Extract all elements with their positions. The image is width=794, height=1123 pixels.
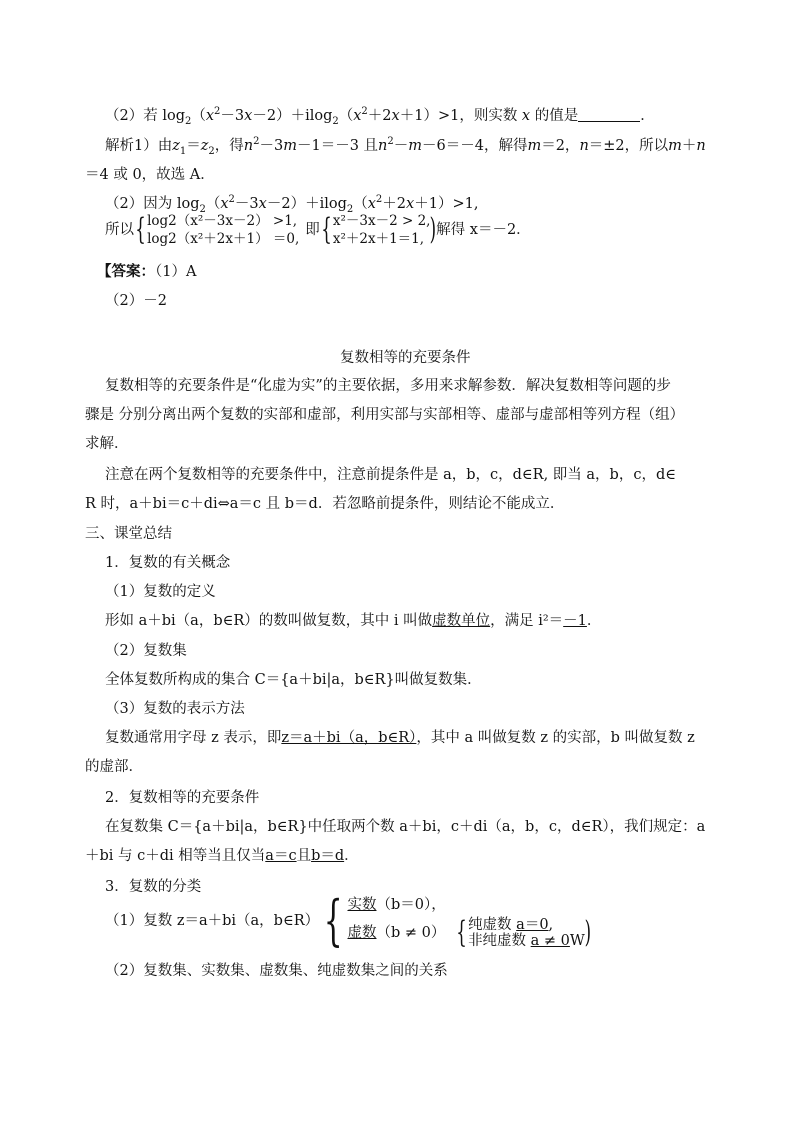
summary-heading: 三、课堂总结 [85,526,172,542]
s1-2-text: 全体复数所构成的集合 C＝{a＋bi|a，b∈R}叫做复数集． [105,672,482,688]
para1-line2: 骤是 分别分离出两个复数的实部和虚部，利用实部与实部相等、虚部与虚部相等列方程（组） [85,407,685,423]
right-brace-icon: ) [584,915,591,950]
problem-2-statement: （2）若 $\log_2(x^2-3x-2)+ilog_2(x^2+2x+1)>1$，则实数 x 的值是 ． [105,106,655,127]
s2-text-1: 在复数集 C＝{a＋bi|a，b∈R}中任取两个数 a＋bi，c＋di（a，b，c，d∈R），我们规定：a [105,819,706,835]
s1-2: （2）复数集 [105,643,187,659]
s3-title: 3．复数的分类 [105,879,202,895]
para1-line1: 复数相等的充要条件是“化虚为实”的主要依据，多用来求解参数．解决复数相等问题的步 [105,378,671,394]
solution-line-2: ＝4 或 0，故选 A． [85,167,215,183]
s2-text-2: ＋bi 与 c＋di 相等当且仅当a＝c且b＝d． [85,848,359,864]
s1-3: （3）复数的表示方法 [105,701,245,717]
classification: （1）复数 z＝a＋bi（a，b∈R）{ 实数（b＝0）， 虚数（b ≠ 0） { 纯虚数 a＝0, 非纯虚数 a ≠ 0W ) [105,889,591,952]
s2-title: 2．复数相等的充要条件 [105,790,260,806]
section-title: 复数相等的充要条件 [340,350,471,366]
s1-title: 1．复数的有关概念 [105,555,231,571]
right-brace-icon: ) [430,212,437,247]
s1-3-text: 复数通常用字母 z 表示，即z＝a＋bi（a，b∈R），其中 a 叫做复数 z 的实部，b 叫做复数 z [105,730,695,746]
answer-label: 【答案：（1）A [97,263,197,280]
left-brace-icon: { [456,915,467,950]
para2-line2: R 时，a＋bi＝c＋di⇔a＝c 且 b＝d．若忽略前提条件，则结论不能成立． [85,496,565,512]
left-brace-icon: { [135,212,146,247]
s1-3-text-2: 的虚部． [85,759,143,775]
solution-line-3: （2）因为 $\log_2(x^2-3x-2)+ilog_2(x^2+2x+1)>1$, [105,194,479,215]
para2-line1: 注意在两个复数相等的充要条件中，注意前提条件是 a，b，c，d∈R, 即当 a，b，c，d∈ [105,467,676,483]
answer-2: （2）－2 [105,293,167,309]
s3-2: （2）复数集、实数集、虚数集、纯虚数集之间的关系 [105,963,448,979]
para1-line3: 求解． [85,436,129,452]
left-brace-icon: { [323,889,343,952]
answer-blank [578,107,640,122]
solution-line-1: 解析1）由$z_1=z_2$，得$n^2-3m-1=-3$ 且$n^2-m-6=-4$，解得m＝2，n＝±2，所以m＋n [105,136,706,157]
s1-1-text: 形如 a＋bi（a，b∈R）的数叫做复数，其中 i 叫做虚数单位，满足 i²＝－1． [105,613,602,629]
equation-system: 所以{ log2（x²－3x－2） >1, log2（x²＋2x＋1） ＝0, 即{ x²－3x－2 > 2, x²＋2x＋1＝1, )解得 x＝－2． [105,212,531,247]
left-brace-icon: { [321,212,332,247]
s1-1: （1）复数的定义 [105,584,216,600]
